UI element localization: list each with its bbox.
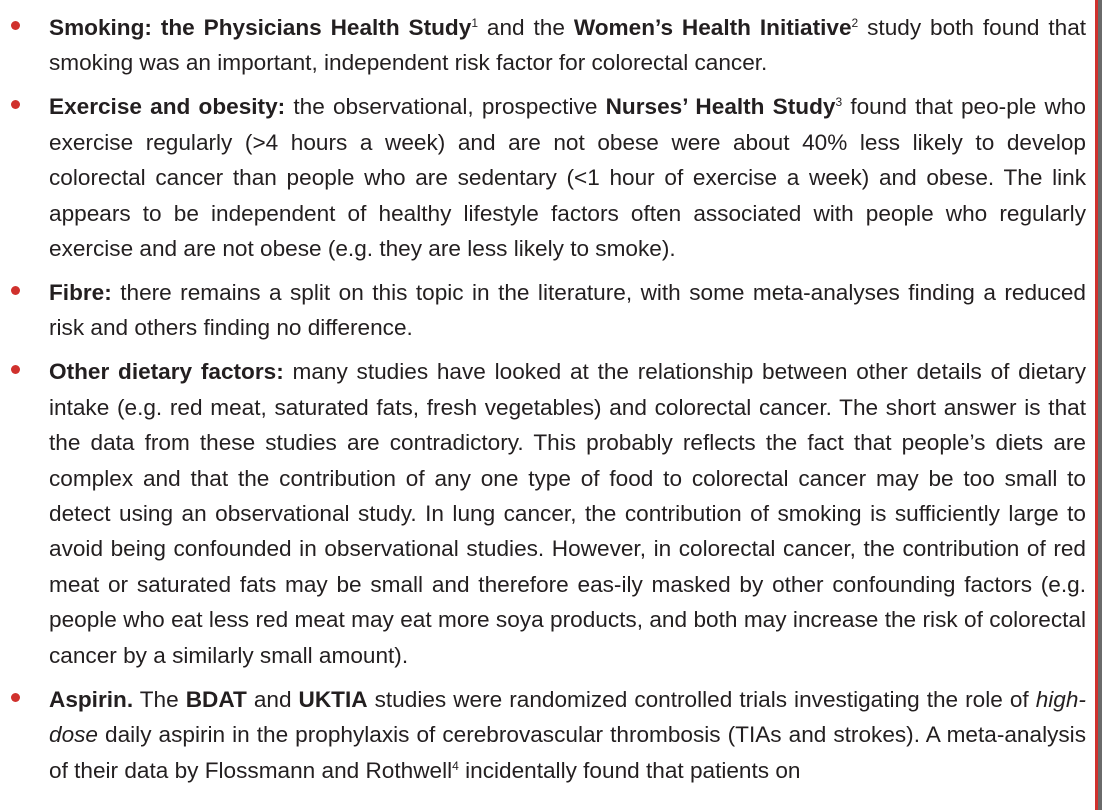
item-text: study both found that smoking was an important, independent risk factor for colorectal cancer. (49, 15, 1087, 76)
reference-number: 2 (851, 16, 859, 30)
item-text: The (133, 686, 186, 712)
page-edge (1098, 0, 1102, 810)
study-name: Women’s Health Initiative (573, 15, 852, 40)
study-name: BDAT (185, 686, 247, 712)
reference-number: 4 (452, 758, 459, 773)
reference-number: 1 (471, 16, 478, 30)
list-item-smoking (0, 10, 1086, 81)
item-text: and (246, 686, 299, 712)
item-heading: Aspirin. (49, 686, 134, 712)
bullet-dot-icon (11, 286, 20, 295)
item-heading: Exercise and obesity: (49, 94, 286, 120)
bullet-dot-icon (11, 100, 20, 109)
emphasis-text: high-dose (49, 686, 1086, 748)
list-item-exercise (0, 89, 1086, 266)
study-name: UKTIA (298, 686, 368, 712)
item-text: daily aspirin in the prophylaxis of cerebrovascular thrombosis (TIAs and strokes). A meta-analysis of their data by Flossmann and Rothwell (49, 722, 1086, 783)
item-text: found that peo-ple who exercise regularly (>4 hours a week) and are not obese were about 40% less likely to develop colorectal cancer than people who are sedentary (<1 hour of exercise a week) and obese. The link appears to be independent of healthy lifestyle factors often associated with people who regularly exercise and are not obese (e.g. they are less likely to smoke). (49, 94, 1086, 262)
bullet-dot-icon (11, 21, 20, 30)
bullet-dot-icon (11, 365, 20, 374)
risk-factor-list (0, 10, 1086, 797)
list-item-fibre (0, 275, 1086, 346)
item-text: many studies have looked at the relationship between other details of dietary intake (e.g. red meat, saturated fats, fresh vegetables) and colorectal cancer. The short answer is that the data from these studies are contradictory. This probably reflects the fact that people’s diets are complex and that the contribution of any one type of food to colorectal cancer may be too small to detect using an observational study. In lung cancer, the contribution of smoking is sufficiently large to avoid being confounded in observational studies. However, in colorectal cancer, the contribution of red meat or saturated fats may be small and therefore eas-ily masked by other confounding factors (e.g. people who eat less red meat may eat more soya products, and both may increase the risk of colorectal cancer by a similarly small amount). (49, 359, 1086, 668)
item-text: the observational, prospective (285, 94, 606, 120)
item-text: incidentally found that patients on (458, 757, 801, 783)
item-heading: Fibre: (49, 280, 112, 306)
item-heading: Other dietary factors: (49, 359, 284, 385)
reference-number: 3 (835, 95, 843, 110)
item-text: studies were randomized controlled trials investigating the role of (367, 686, 1036, 712)
list-item-dietary (0, 354, 1086, 673)
list-item-aspirin (0, 682, 1086, 788)
item-text: and the (478, 15, 574, 40)
study-name: Nurses’ Health Study (605, 94, 836, 120)
item-heading: Smoking: the Physicians Health Study (49, 15, 472, 40)
bullet-dot-icon (11, 693, 20, 702)
item-text: there remains a split on this topic in the literature, with some meta-analyses finding a reduced risk and others finding no difference. (49, 280, 1086, 341)
